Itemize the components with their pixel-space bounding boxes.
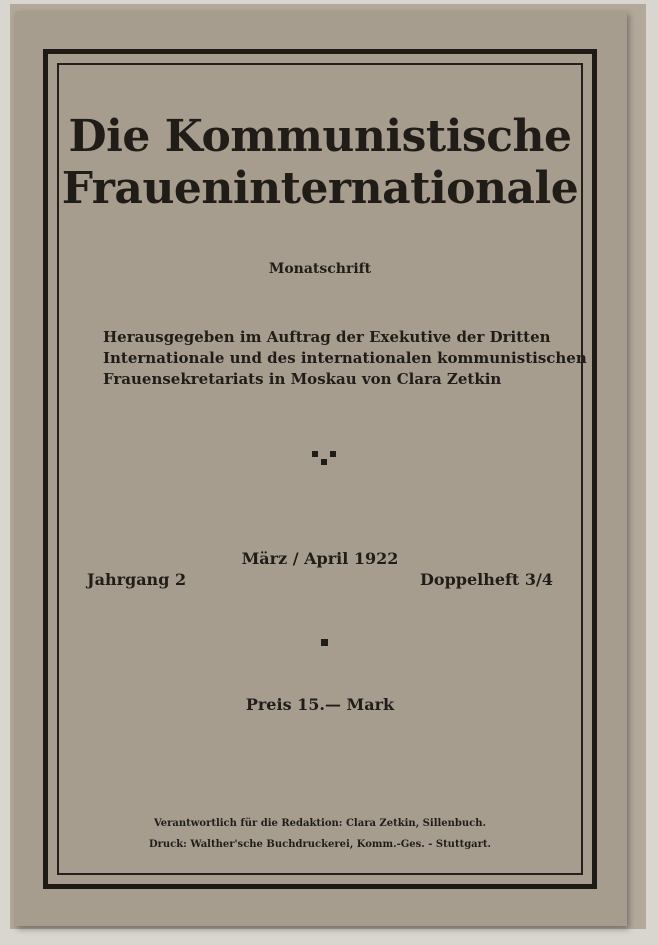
- title-line-2: Fraueninternationale: [61, 163, 579, 214]
- editor-note: [103, 327, 587, 390]
- price: Preis 15.— Mark: [245, 695, 395, 714]
- issue-date: März / April 1922: [241, 549, 399, 568]
- subtitle: Monatschrift: [268, 261, 372, 277]
- editor-note-line: Herausgegeben im Auftrag der Exekutive der Dritten: [103, 328, 551, 346]
- square-ornament-icon: [321, 639, 328, 646]
- editor-note-line: Frauensekretariats in Moskau von Clara Zetkin: [103, 370, 502, 388]
- issue-number: Doppelheft 3/4: [420, 570, 553, 589]
- ornament-icon: [312, 451, 340, 471]
- responsible-editor: Verantwortlich für die Redaktion: Clara Zetkin, Sillenbuch.: [153, 818, 487, 829]
- editor-note-line: Internationale und des internationalen kommunistischen: [103, 349, 587, 367]
- magazine-cover: [15, 11, 627, 926]
- printer-info: Druck: Walther'sche Buchdruckerei, Komm.-Ges. - Stuttgart.: [148, 839, 492, 850]
- cover-border: [43, 49, 597, 889]
- cover-inner-border: [57, 63, 587, 875]
- issue-volume: Jahrgang 2: [87, 570, 187, 589]
- title-line-1: Die Kommunistische: [68, 111, 572, 162]
